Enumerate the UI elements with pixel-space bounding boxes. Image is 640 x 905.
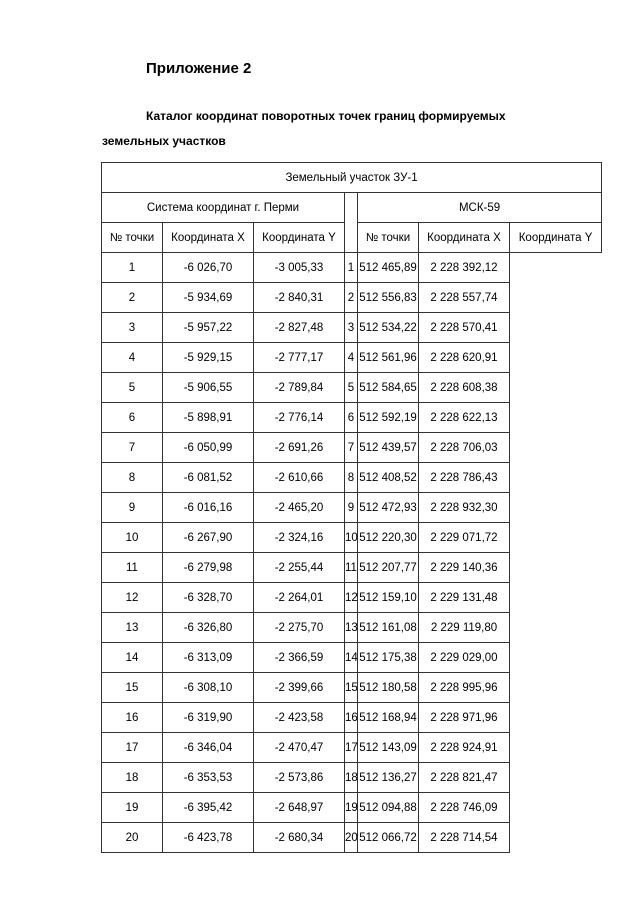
point-number-right: 2 [345,283,358,313]
coord-y-msk59: 2 228 932,30 [419,493,510,523]
land-plot-title: Земельный участок ЗУ-1 [102,163,602,193]
col-header-point-right: № точки [358,223,419,253]
table-row [102,553,602,583]
coord-y-perm: -2 255,44 [254,553,345,583]
coord-y-perm: -2 573,86 [254,763,345,793]
coord-y-msk59: 2 228 557,74 [419,283,510,313]
table-row [102,703,602,733]
coord-x-msk59: 512 534,22 [358,313,419,343]
table-row [102,583,602,613]
point-number-left: 4 [102,343,163,373]
coord-y-msk59: 2 229 119,80 [419,613,510,643]
coord-x-perm: -6 346,04 [163,733,254,763]
coord-x-perm: -6 395,42 [163,793,254,823]
table-row [102,673,602,703]
coord-y-msk59: 2 228 706,03 [419,433,510,463]
coord-x-msk59: 512 161,08 [358,613,419,643]
coord-x-perm: -6 319,90 [163,703,254,733]
coord-y-perm: -2 691,26 [254,433,345,463]
col-header-y-right: Координата Y [510,223,602,253]
table-row [102,613,602,643]
point-number-right: 3 [345,313,358,343]
coord-x-perm: -6 081,52 [163,463,254,493]
coord-x-perm: -6 326,80 [163,613,254,643]
coord-x-msk59: 512 175,38 [358,643,419,673]
point-number-right: 4 [345,343,358,373]
coord-x-msk59: 512 159,10 [358,583,419,613]
coord-y-msk59: 2 228 821,47 [419,763,510,793]
coord-x-msk59: 512 094,88 [358,793,419,823]
column-gap [345,193,358,253]
coord-y-perm: -2 777,17 [254,343,345,373]
coord-x-perm: -6 026,70 [163,253,254,283]
coord-x-msk59: 512 561,96 [358,343,419,373]
table-row [102,493,602,523]
catalog-title: Каталог координат поворотных точек границ формируемых земельных участков [102,109,506,148]
coord-x-msk59: 512 439,57 [358,433,419,463]
point-number-left: 11 [102,553,163,583]
coord-x-msk59: 512 143,09 [358,733,419,763]
coord-x-msk59: 512 168,94 [358,703,419,733]
point-number-right: 7 [345,433,358,463]
point-number-left: 5 [102,373,163,403]
coord-y-msk59: 2 228 392,12 [419,253,510,283]
point-number-right: 6 [345,403,358,433]
coord-y-msk59: 2 228 924,91 [419,733,510,763]
table-row [102,763,602,793]
coord-x-perm: -5 934,69 [163,283,254,313]
coord-x-msk59: 512 472,93 [358,493,419,523]
table-title-row [102,163,602,193]
coord-y-msk59: 2 228 608,38 [419,373,510,403]
point-number-right: 5 [345,373,358,403]
msk59-system-header: МСК-59 [358,193,602,223]
col-header-x-right: Координата X [419,223,510,253]
point-number-right: 18 [345,763,358,793]
coord-y-msk59: 2 228 622,13 [419,403,510,433]
coord-x-perm: -5 957,22 [163,313,254,343]
table-row [102,793,602,823]
coord-x-perm: -6 328,70 [163,583,254,613]
coord-y-perm: -2 610,66 [254,463,345,493]
point-number-left: 6 [102,403,163,433]
coord-x-perm: -5 929,15 [163,343,254,373]
point-number-right: 8 [345,463,358,493]
coord-x-perm: -6 267,90 [163,523,254,553]
coord-y-perm: -2 423,58 [254,703,345,733]
coord-x-perm: -6 313,09 [163,643,254,673]
point-number-right: 11 [345,553,358,583]
coord-x-perm: -5 906,55 [163,373,254,403]
coord-y-msk59: 2 229 029,00 [419,643,510,673]
point-number-right: 19 [345,793,358,823]
coord-y-perm: -2 789,84 [254,373,345,403]
coord-y-msk59: 2 228 786,43 [419,463,510,493]
coord-y-perm: -2 399,66 [254,673,345,703]
point-number-right: 15 [345,673,358,703]
point-number-left: 7 [102,433,163,463]
point-number-right: 17 [345,733,358,763]
table-row [102,823,602,853]
point-number-left: 2 [102,283,163,313]
table-row [102,283,602,313]
coord-y-perm: -2 648,97 [254,793,345,823]
point-number-left: 1 [102,253,163,283]
coord-y-perm: -2 840,31 [254,283,345,313]
table-row [102,403,602,433]
coordinates-table [101,162,602,853]
point-number-right: 16 [345,703,358,733]
table-row [102,313,602,343]
point-number-left: 9 [102,493,163,523]
coord-y-msk59: 2 228 714,54 [419,823,510,853]
table-row [102,463,602,493]
point-number-left: 12 [102,583,163,613]
table-row [102,253,602,283]
point-number-right: 13 [345,613,358,643]
coord-x-perm: -6 050,99 [163,433,254,463]
coord-y-perm: -2 275,70 [254,613,345,643]
point-number-left: 19 [102,793,163,823]
coord-x-msk59: 512 136,27 [358,763,419,793]
coord-x-msk59: 512 556,83 [358,283,419,313]
table-row [102,733,602,763]
coord-y-perm: -3 005,33 [254,253,345,283]
point-number-right: 12 [345,583,358,613]
coord-y-perm: -2 366,59 [254,643,345,673]
coord-y-perm: -2 470,47 [254,733,345,763]
point-number-right: 9 [345,493,358,523]
point-number-left: 18 [102,763,163,793]
coord-y-msk59: 2 228 570,41 [419,313,510,343]
table-row [102,523,602,553]
coord-y-msk59: 2 229 071,72 [419,523,510,553]
point-number-right: 14 [345,643,358,673]
coord-x-perm: -5 898,91 [163,403,254,433]
coord-x-perm: -6 423,78 [163,823,254,853]
appendix-title: Приложение 2 [146,60,252,77]
point-number-left: 20 [102,823,163,853]
point-number-left: 17 [102,733,163,763]
point-number-left: 8 [102,463,163,493]
point-number-left: 10 [102,523,163,553]
coord-y-msk59: 2 228 620,91 [419,343,510,373]
coord-y-msk59: 2 228 995,96 [419,673,510,703]
point-number-left: 16 [102,703,163,733]
coord-x-msk59: 512 207,77 [358,553,419,583]
coord-y-perm: -2 680,34 [254,823,345,853]
coord-x-perm: -6 353,53 [163,763,254,793]
col-header-x-left: Координата X [163,223,254,253]
coord-y-perm: -2 776,14 [254,403,345,433]
col-header-y-left: Координата Y [254,223,345,253]
coord-y-msk59: 2 228 971,96 [419,703,510,733]
coord-y-msk59: 2 229 131,48 [419,583,510,613]
coord-x-perm: -6 016,16 [163,493,254,523]
col-header-point-left: № точки [102,223,163,253]
coord-x-msk59: 512 066,72 [358,823,419,853]
point-number-left: 3 [102,313,163,343]
coord-y-perm: -2 827,48 [254,313,345,343]
table-row [102,643,602,673]
coord-x-perm: -6 308,10 [163,673,254,703]
coord-x-msk59: 512 180,58 [358,673,419,703]
point-number-left: 15 [102,673,163,703]
coord-x-msk59: 512 408,52 [358,463,419,493]
table-row [102,433,602,463]
coord-y-perm: -2 324,16 [254,523,345,553]
coord-y-msk59: 2 229 140,36 [419,553,510,583]
coord-x-msk59: 512 592,19 [358,403,419,433]
table-row [102,343,602,373]
coord-y-perm: -2 264,01 [254,583,345,613]
coord-y-msk59: 2 228 746,09 [419,793,510,823]
coord-y-perm: -2 465,20 [254,493,345,523]
point-number-right: 1 [345,253,358,283]
coord-x-perm: -6 279,98 [163,553,254,583]
table-row [102,373,602,403]
point-number-left: 13 [102,613,163,643]
coord-x-msk59: 512 584,65 [358,373,419,403]
coord-x-msk59: 512 465,89 [358,253,419,283]
coord-x-msk59: 512 220,30 [358,523,419,553]
point-number-left: 14 [102,643,163,673]
point-number-right: 10 [345,523,358,553]
coordinate-systems-row [102,193,602,223]
point-number-right: 20 [345,823,358,853]
perm-system-header: Система координат г. Перми [102,193,345,223]
